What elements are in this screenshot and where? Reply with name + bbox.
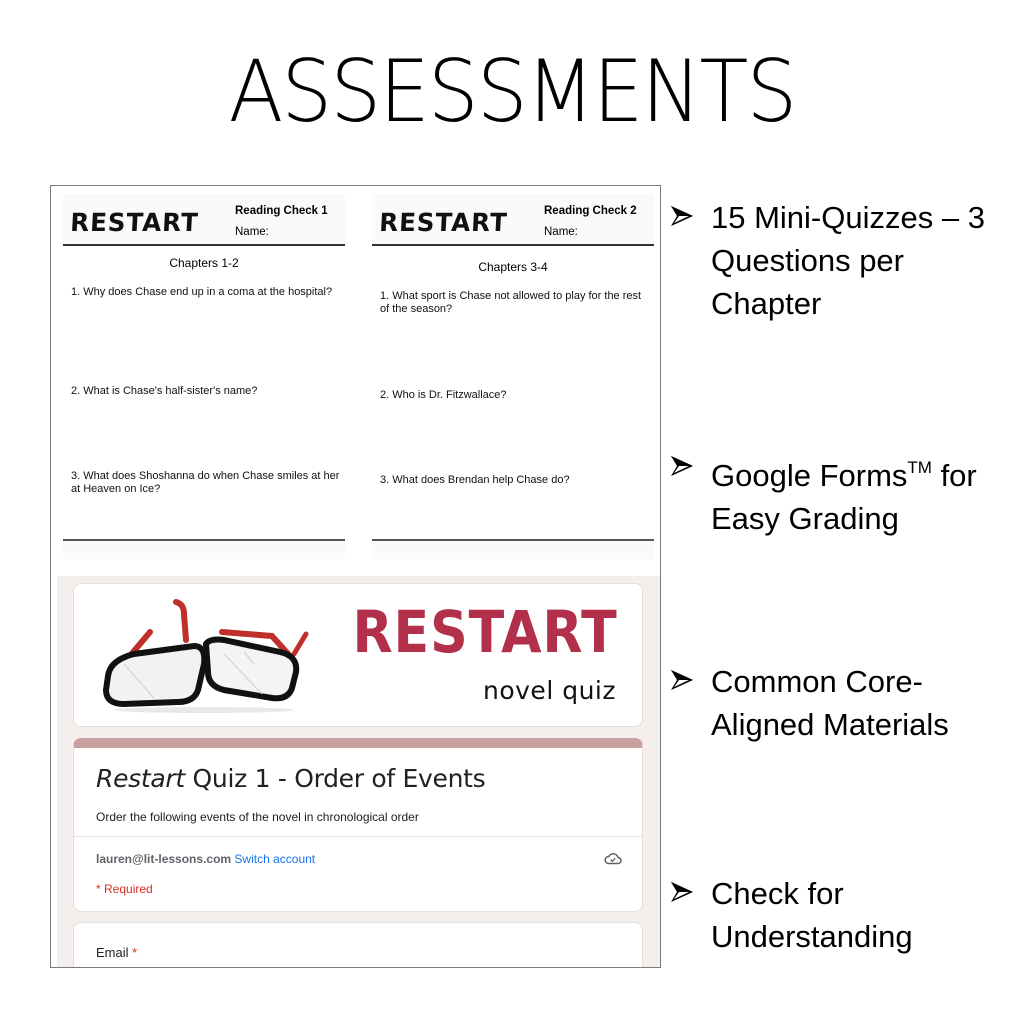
banner-subtitle: novel quiz <box>483 676 616 705</box>
arrow-bullet-icon <box>670 669 694 691</box>
reading-check-label: Reading Check 2 <box>544 205 637 217</box>
feature-text: Common Core-Aligned Materials <box>711 664 949 742</box>
question-1: 1. Why does Chase end up in a coma at the hospital? <box>71 286 333 298</box>
arrow-bullet-icon <box>670 205 694 227</box>
feature-text-part: for Easy Grading <box>711 458 977 536</box>
required-note: * Required <box>96 882 153 896</box>
email-question-card[interactable] <box>73 922 643 968</box>
form-header-card <box>73 738 643 912</box>
email-label-text: Email <box>96 945 129 960</box>
arrow-bullet-icon <box>670 881 694 903</box>
feature-text <box>711 446 1011 540</box>
feature-text: 15 Mini-Quizzes – 3 Questions per Chapter <box>711 200 985 321</box>
question-3: 3. What does Brendan help Chase do? <box>380 474 570 486</box>
restart-logo: RESTART <box>69 208 200 237</box>
reading-check-label: Reading Check 1 <box>235 205 328 217</box>
question-2: 2. Who is Dr. Fitzwallace? <box>380 389 507 401</box>
switch-account-link[interactable]: Switch account <box>234 852 316 866</box>
chapters-label: Chapters 1-2 <box>169 256 239 270</box>
required-star: * <box>132 945 138 960</box>
question-1: 1. What sport is Chase not allowed to play for the rest of the season? <box>380 290 642 315</box>
broken-glasses-icon <box>94 594 314 714</box>
feature-text: Check for Understanding <box>711 876 913 954</box>
account-row <box>96 852 315 866</box>
divider <box>74 836 642 837</box>
name-label: Name: <box>235 226 269 238</box>
screenshot-frame <box>50 185 661 968</box>
form-banner <box>73 583 643 727</box>
restart-banner-logo: RESTART <box>352 598 618 666</box>
feature-text-part: Google Forms <box>711 458 908 493</box>
chapters-label: Chapters 3-4 <box>478 260 548 274</box>
cloud-saved-icon <box>604 851 622 865</box>
name-label: Name: <box>544 226 578 238</box>
form-description: Order the following events of the novel in chronological order <box>96 810 419 824</box>
worksheet-header <box>372 194 654 246</box>
form-title-text: Quiz 1 - Order of Events <box>184 764 486 793</box>
email-label <box>96 945 137 960</box>
google-form-preview <box>57 576 661 968</box>
question-3: 3. What does Shoshanna do when Chase smiles at her at Heaven on Ice? <box>71 470 340 495</box>
form-title-italic: Restart <box>96 764 185 793</box>
restart-logo: RESTART <box>378 208 509 237</box>
worksheet-header <box>63 194 345 246</box>
reading-check-worksheet-2 <box>372 186 654 561</box>
form-title <box>96 764 485 793</box>
arrow-bullet-icon <box>670 455 694 477</box>
trademark: TM <box>907 458 932 477</box>
account-email: lauren@lit-lessons.com <box>96 852 232 866</box>
worksheet-footer <box>63 539 345 559</box>
page-title: ASSESSMENTS <box>228 42 796 142</box>
question-2: 2. What is Chase's half-sister's name? <box>71 385 258 397</box>
worksheet-footer <box>372 539 654 559</box>
reading-check-worksheet-1 <box>63 186 345 561</box>
